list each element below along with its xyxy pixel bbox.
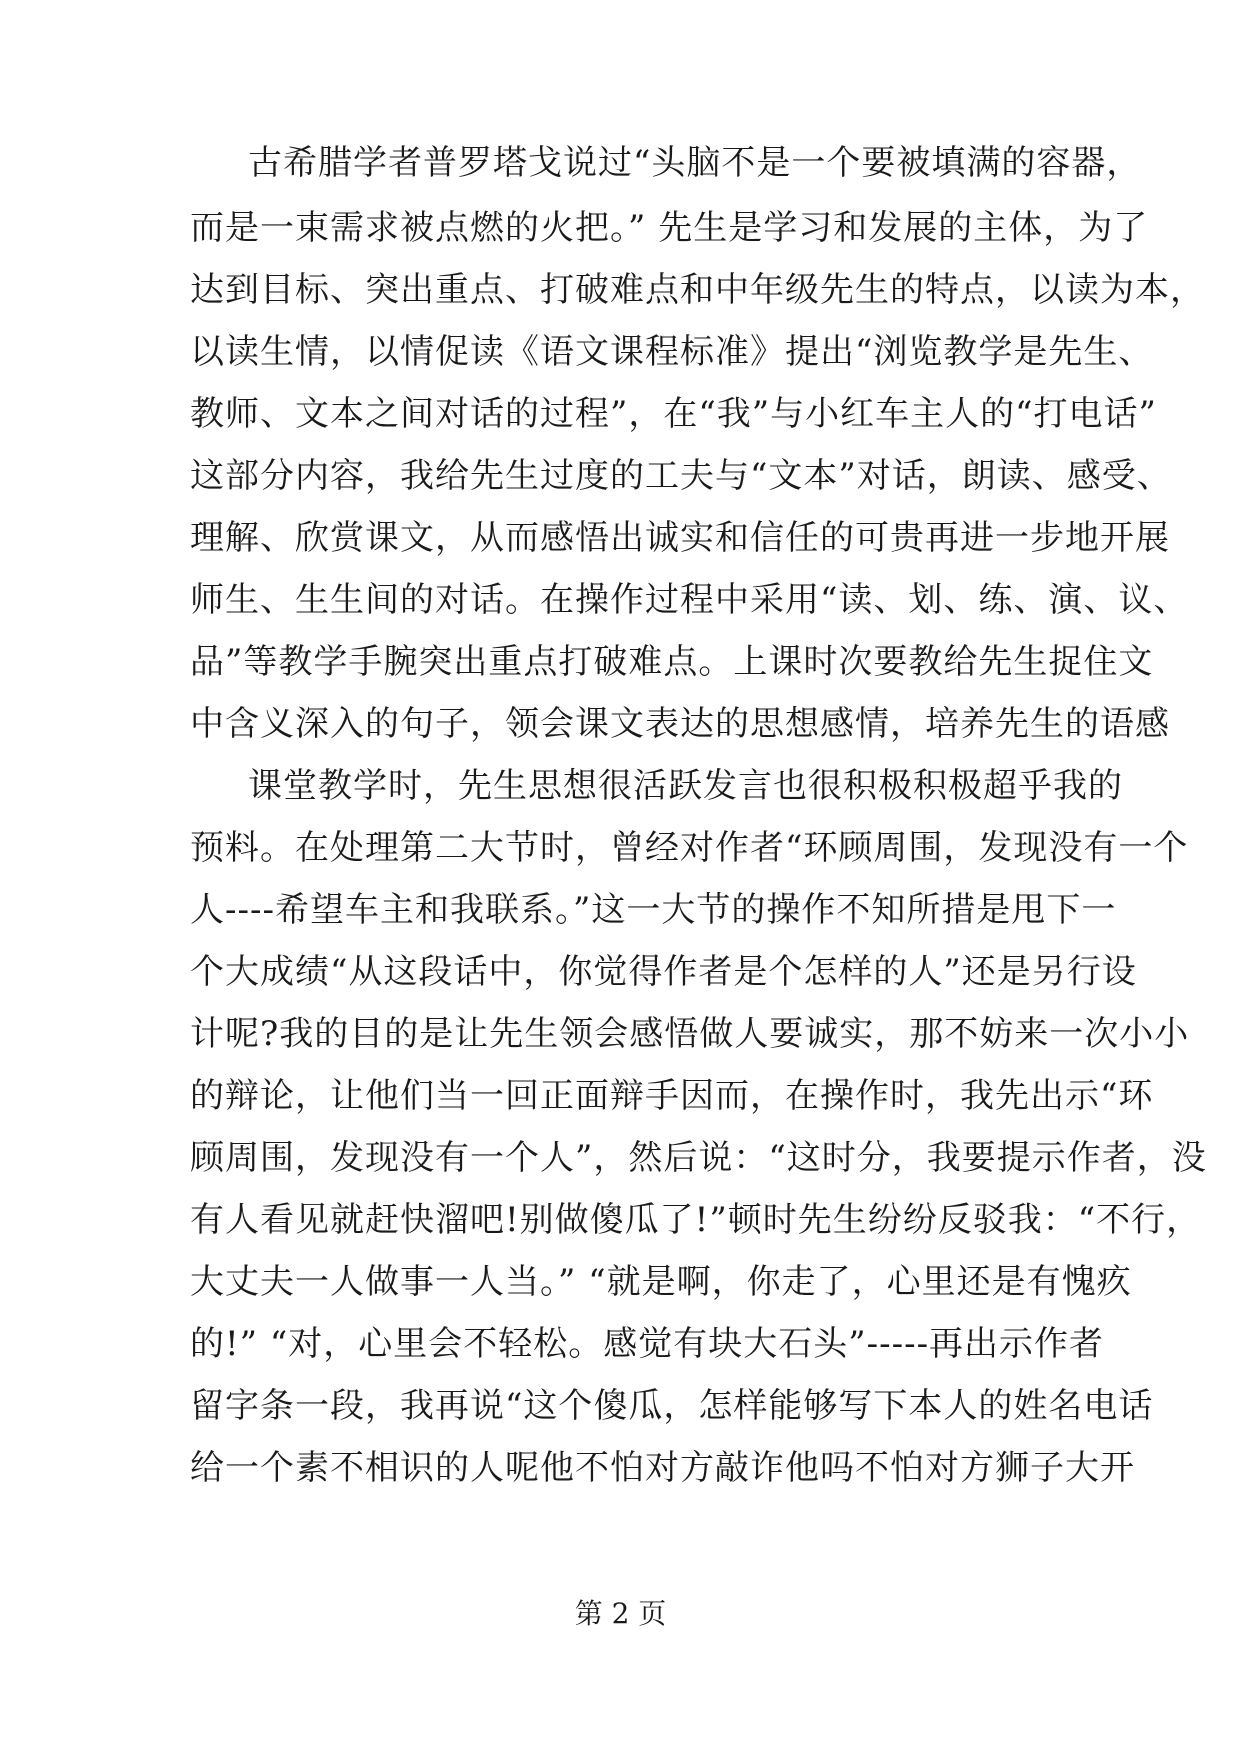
paragraph-line: 有人看见就赶快溜吧!别做傻瓜了!”顿时先生纷纷反驳我：“不行， <box>190 1200 1202 1240</box>
paragraph-line: 的!” “对，心里会不轻松。感觉有块大石头”-----再出示作者 <box>190 1324 1105 1364</box>
page-number: 第 2 页 <box>574 1597 667 1630</box>
paragraph-line: 中含义深入的句子，领会课文表达的思想感情，培养先生的语感 <box>190 704 1170 744</box>
paragraph-line: 预料。在处理第二大节时，曾经对作者“环顾周围，发现没有一个 <box>190 828 1189 868</box>
paragraph-line: 品”等教学手腕突出重点打破难点。上课时次要教给先生捉住文 <box>190 642 1154 682</box>
paragraph-line: 大丈夫一人做事一人当。” “就是啊，你走了，心里还是有愧疚 <box>190 1262 1132 1302</box>
paragraph-line: 理解、欣赏课文，从而感悟出诚实和信任的可贵再进一步地开展 <box>190 518 1170 558</box>
paragraph-line: 以读生情，以情促读《语文课程标准》提出“浏览教学是先生、 <box>190 332 1154 372</box>
paragraph-line: 而是一束需求被点燃的火把。” 先生是学习和发展的主体，为了 <box>190 208 1149 248</box>
paragraph-line: 人----希望车主和我联系。”这一大节的操作不知所措是甩下一 <box>190 890 1117 930</box>
paragraph-line: 顾周围，发现没有一个人”，然后说：“这时分，我要提示作者，没 <box>190 1138 1207 1178</box>
paragraph-line: 留字条一段，我再说“这个傻瓜，怎样能够写下本人的姓名电话 <box>190 1386 1154 1426</box>
paragraph-line: 给一个素不相识的人呢他不怕对方敲诈他吗不怕对方狮子大开 <box>190 1448 1135 1488</box>
paragraph-line: 个大成绩“从这段话中，你觉得作者是个怎样的人”还是另行设 <box>190 952 1137 992</box>
paragraph-line: 教师、文本之间对话的过程”，在“我”与小红车主人的“打电话” <box>190 394 1157 434</box>
paragraph-line: 的辩论，让他们当一回正面辩手因而，在操作时，我先出示“环 <box>190 1076 1154 1116</box>
paragraph-line: 课堂教学时，先生思想很活跃发言也很积极积极超乎我的 <box>248 766 1123 806</box>
paragraph-line: 师生、生生间的对话。在操作过程中采用“读、划、练、演、议、 <box>190 580 1189 620</box>
paragraph-line: 达到目标、突出重点、打破难点和中年级先生的特点，以读为本， <box>190 270 1205 310</box>
paragraph-line: 这部分内容，我给先生过度的工夫与“文本”对话，朗读、感受、 <box>190 456 1172 496</box>
paragraph-line: 古希腊学者普罗塔戈说过“头脑不是一个要被填满的容器， <box>248 143 1142 183</box>
paragraph-line: 计呢?我的目的是让先生领会感悟做人要诚实，那不妨来一次小小 <box>190 1014 1190 1054</box>
